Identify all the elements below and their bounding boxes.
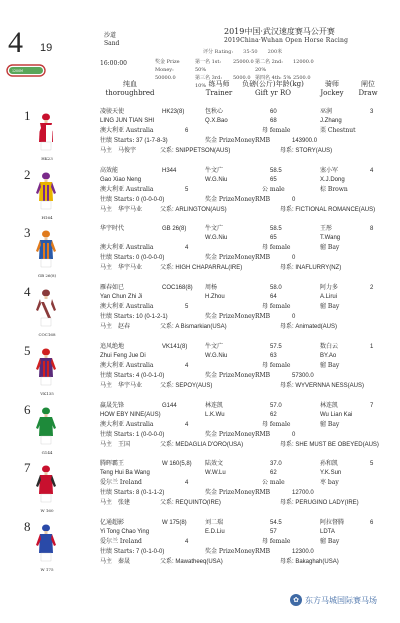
jockey-name-en: T.Wang [320,235,341,241]
prize-value: 0 [292,432,296,438]
jockey-silks-icon [35,347,57,387]
owner-label: 马主 [100,147,113,154]
jockey-name-en: Y.K.Sun [320,470,342,476]
horse-color: 骝 Bay [320,303,340,310]
jockey-name-cn: 林连凯 [320,402,339,409]
carried-weight: 60 [270,109,277,115]
watermark [290,594,377,606]
owner-value: 马俊宇 [118,147,137,154]
prize-cell: 第二名 2nd: 20% [255,59,283,73]
trainer-name-cn: 周杨 [205,284,218,291]
horse-sex: 公 male [262,186,285,193]
trainer-name-cn: 牛文广 [205,225,224,232]
dam-line: 母系: STORY(AUS) [280,148,333,154]
horse-age: 4 [185,245,189,251]
horse-name-en: Yan Chun Zhi Ji [100,294,143,300]
starts-label: 往绩 Starts: [100,196,135,203]
col-breed: 纯血 thoroughbred [105,80,155,97]
silk-code: G144 [41,450,53,455]
silk-code: VK135 [40,391,54,396]
owner-label: 马主 [100,441,113,448]
starts-label: 往绩 Starts: [100,137,135,144]
horse-color: 枣 bay [320,479,339,486]
dam-line: 母系: Animated(AUS) [280,324,338,330]
owner-value: 华宇马业 [118,382,143,389]
horse-name-cn: 华宇时代 [100,225,125,232]
draw-number: 4 [370,168,374,174]
trainer-name-cn: 刘二瑞 [205,519,224,526]
horse-name-cn: 亿通超影 [100,519,125,526]
starts-label: 往绩 Starts: [100,548,135,555]
weight-rating: 62 [270,412,277,418]
carried-weight: 37.0 [270,461,282,467]
owner-value: 秦晟 [118,558,131,565]
horse-sex: 母 female [262,303,291,310]
horse-name-cn: 凌骏天使 [100,108,125,115]
starts-value: 37 (1-7-8-3) [136,138,168,144]
jockey-name-cn: 塞小军 [320,167,339,174]
entry-number: 4 [24,284,31,299]
horse-origin: 澳大利亚 Australia [100,127,154,134]
horse-sex: 母 female [262,127,291,134]
sire-line: 父系: SNIPPETSON(AUS) [160,148,231,154]
silk-code: HK23 [41,156,53,161]
horse-origin: 澳大利亚 Australia [100,362,154,369]
draw-number: 3 [370,109,374,115]
sire-line: 父系: MEDAGLIA D'ORO(USA) [160,442,244,448]
owner-label: 马主 [100,499,113,506]
dam-line: 母系: INAFLURRY(NZ) [280,265,342,271]
horse-sex: 母 female [262,244,291,251]
prize-label: 奖金 PrizeMoneyRMB [205,313,271,320]
jockey-silks-icon [35,464,57,504]
track-label: 1200M [12,69,23,74]
jockey-silks-icon [35,523,57,563]
prize-label: 奖金 PrizeMoneyRMB [205,489,271,496]
jockey-name-en: Wu Lian Kai [320,412,353,418]
draw-number: 7 [370,403,374,409]
silk-code: W 175 [40,567,54,572]
dam-line: 母系: WYVERNNA NESS(AUS) [280,383,365,389]
race-sub-number: 19 [40,42,53,54]
watermark-text: 东方马城国际赛马场 [305,595,377,605]
horse-origin: 澳大利亚 Australia [100,421,154,428]
starts-value: 0 (0-0-0-0) [136,255,165,261]
prize-label: 奖金 PrizeMoneyRMB [205,254,271,261]
starts-value: 1 (0-0-0-0) [136,432,165,438]
prize-label: 奖金 PrizeMoneyRMB [205,137,271,144]
horse-color: 骝 Bay [320,244,340,251]
weight-rating: 65 [270,177,277,183]
jockey-name-cn: 巫润 [320,108,333,115]
entry-number: 1 [24,108,31,123]
race-time: 16:00:00 [100,60,127,67]
jockey-silks-icon [35,288,57,328]
entry-row [0,402,400,464]
horse-rating: COC168(8) [162,285,193,291]
starts-value: 0 (0-0-0-0) [136,197,165,203]
prize-value: 12300.0 [292,549,314,555]
jockey-silks-icon [35,229,57,269]
meet-title-en: 2019China·Wuhan Open Horse Racing [224,37,349,44]
horse-sex: 母 female [262,362,291,369]
horse-rating: W 175(8) [162,520,187,526]
horse-age: 6 [185,128,189,134]
prize-cell: 奖金 Prize Money: [155,59,180,73]
sire-line: 父系: A Bismarkian(USA) [160,324,227,330]
rating-band: 评分 Rating: 35-50 200米 [203,49,283,55]
trainer-name-en: Q.X.Bao [205,118,228,124]
prize-cell: 2500.0 [293,75,311,81]
draw-number: 8 [370,226,374,232]
weight-rating: 62 [270,470,277,476]
starts-label: 往绩 Starts: [100,254,135,261]
entry-row [0,108,400,170]
entry-number: 2 [24,167,31,182]
horse-name-en: Gao Xiao Neng [100,177,142,183]
starts-value: 4 (0-0-1-0) [136,373,165,379]
starts-value: 8 (0-1-1-2) [136,490,165,496]
horse-name-cn: 雁春如已 [100,284,125,291]
entry-number: 8 [24,519,31,534]
horse-color: 骝 Bay [320,421,340,428]
horse-name-en: Zhui Feng Jue Di [100,353,146,359]
entry-number: 5 [24,343,31,358]
entry-row [0,343,400,405]
weight-rating: 68 [270,118,277,124]
prize-label: 奖金 PrizeMoneyRMB [205,372,271,379]
owner-value: 华宇马业 [118,264,143,271]
sire-line: 父系: REQUINTO(IRE) [160,500,221,506]
jockey-silks-icon [35,171,57,211]
horse-age: 5 [185,187,189,193]
horse-origin: 澳大利亚 Australia [100,303,154,310]
dam-line: 母系: Bakaghah(USA) [280,559,339,565]
carried-weight: 58.0 [270,285,282,291]
prize-value: 0 [292,314,296,320]
trainer-name-en: L.K.Wu [205,412,225,418]
surface-cn: 沙道 [104,32,117,39]
horse-color: 骝 Bay [320,538,340,545]
starts-value: 10 (0-1-2-1) [136,314,168,320]
meet-title: 2019中国·武汉速度赛马公开赛 [224,27,335,36]
jockey-name-en: J.Zhang [320,118,342,124]
owner-label: 马主 [100,382,113,389]
owner-value: 华宇马业 [118,206,143,213]
jockey-silks-icon [35,406,57,446]
sire-line: 父系: ARLINGTON(AUS) [160,207,227,213]
trainer-name-en: W.G.Niu [205,353,228,359]
sire-line: 父系: Mawatheeq(USA) [160,559,223,565]
prize-cell: 第一名 1st: 50% [195,59,222,73]
prize-value: 0 [292,197,296,203]
prize-cell: 12000.0 [293,59,314,65]
jockey-silks-icon [35,112,57,152]
trainer-name-cn: 牛文广 [205,343,224,350]
starts-value: 7 (0-1-0-0) [136,549,165,555]
horse-name-cn: 腾晖霸王 [100,460,125,467]
dam-line: 母系: FICTIONAL ROMANCE(AUS) [280,207,376,213]
horse-sex: 公 male [262,479,285,486]
entry-row [0,284,400,346]
prize-cell: 50000.0 [155,75,176,81]
jockey-name-en: BY.Ao [320,353,337,359]
prize-value: 143900.0 [292,138,318,144]
entry-row [0,225,400,287]
carried-weight: 58.5 [270,226,282,232]
dam-line: 母系: SHE MUST BE OBEYED(AUS) [280,442,379,448]
prize-cell: 5000.0 [233,75,251,81]
prize-cell: 第三名 3rd: 10% [195,75,223,89]
trainer-name-cn: 包秋心 [205,108,224,115]
watermark-logo-icon: ✿ [290,594,302,606]
horse-color: 栗 Chestnut [320,127,356,134]
silk-code: COC168 [38,332,56,337]
weight-rating: 64 [270,294,277,300]
horse-rating: HK23(8) [162,109,185,115]
silk-code: W 160 [40,508,54,513]
weight-rating: 63 [270,353,277,359]
owner-value: 赵春 [118,323,131,330]
draw-number: 1 [370,344,374,350]
horse-age: 4 [185,480,189,486]
owner-label: 马主 [100,558,113,565]
horse-age: 5 [185,304,189,310]
sire-line: 父系: HIGH CHAPARRAL(IRE) [160,265,243,271]
race-header [0,0,400,98]
carried-weight: 54.5 [270,520,282,526]
sire-line: 父系: SEPOY(AUS) [160,383,213,389]
horse-rating: VK141(8) [162,344,188,350]
horse-sex: 母 female [262,421,291,428]
carried-weight: 58.5 [270,168,282,174]
starts-label: 往绩 Starts: [100,372,135,379]
horse-name-en: Yi Tong Chao Ying [100,529,150,535]
horse-color: 棕 Brown [320,186,348,193]
draw-number: 6 [370,520,374,526]
jockey-name-en: LDTA [320,529,335,535]
horse-rating: W 160(5,8) [162,461,192,467]
horse-age: 4 [185,539,189,545]
entry-row [0,167,400,229]
jockey-name-en: A.Lirui [320,294,338,300]
owner-label: 马主 [100,264,113,271]
dam-line: 母系: PERUGINO LADY(IRE) [280,500,359,506]
carried-weight: 57.5 [270,344,282,350]
horse-origin: 爱尔兰 Ireland [100,479,142,486]
owner-label: 马主 [100,323,113,330]
horse-name-en: LING JUN TIAN SHI [100,118,155,124]
jockey-name-en: X.J.Dong [320,177,345,183]
trainer-name-en: W.W.Lu [205,470,226,476]
entry-row [0,519,400,581]
weight-rating: 57 [270,529,277,535]
trainer-name-cn: 牛文广 [205,167,224,174]
trainer-name-en: E.D.Liu [205,529,225,535]
track-map-icon [6,64,46,77]
owner-label: 马主 [100,206,113,213]
horse-color: 骝 Bay [320,362,340,369]
entry-number: 3 [24,225,31,240]
horse-name-cn: 高效能 [100,167,119,174]
entry-row [0,460,400,522]
horse-rating: G144 [162,403,177,409]
starts-label: 往绩 Starts: [100,431,135,438]
horse-origin: 澳大利亚 Australia [100,244,154,251]
horse-rating: H344 [162,168,177,174]
prize-label: 奖金 PrizeMoneyRMB [205,196,271,203]
horse-name-cn: 追风绝地 [100,343,125,350]
prize-cell: 25000.0 [233,59,254,65]
prize-value: 12700.0 [292,490,314,496]
jockey-name-cn: 孙和凯 [320,460,339,467]
weight-rating: 65 [270,235,277,241]
starts-label: 往绩 Starts: [100,313,135,320]
race-number: 4 [8,26,23,59]
col-jockey: 骑师 Jockey [320,80,344,97]
horse-rating: GB 26(8) [162,226,187,232]
trainer-name-en: W.G.Niu [205,235,228,241]
col-trainer: 练马师 Trainer [205,80,233,97]
prize-value: 57300.0 [292,373,314,379]
trainer-name-en: H.Zhou [205,294,225,300]
carried-weight: 57.0 [270,403,282,409]
starts-label: 往绩 Starts: [100,489,135,496]
silk-code: GB 26(8) [37,273,57,278]
prize-label: 奖金 PrizeMoneyRMB [205,548,271,555]
entry-number: 6 [24,402,31,417]
horse-age: 4 [185,363,189,369]
jockey-name-cn: 阿力多 [320,284,339,291]
owner-value: 王国 [118,441,131,448]
horse-sex: 母 female [262,538,291,545]
col-weight: 负磅(公斤)年龄(kg) Gift yr RO [242,80,304,97]
prize-value: 0 [292,255,296,261]
surface-en: Sand [104,40,120,47]
jockey-name-cn: 王彤 [320,225,333,232]
horse-origin: 澳大利亚 Australia [100,186,154,193]
trainer-name-en: W.G.Niu [205,177,228,183]
draw-number: 2 [370,285,374,291]
trainer-name-cn: 林连凯 [205,402,224,409]
col-draw: 闸位 Draw [358,80,378,97]
horse-age: 4 [185,422,189,428]
prize-label: 奖金 PrizeMoneyRMB [205,431,271,438]
jockey-name-cn: 阿拉督腾 [320,519,345,526]
owner-value: 张建 [118,499,131,506]
horse-name-en: Teng Hui Ba Wang [100,470,150,476]
silk-code: H164 [41,215,53,220]
draw-number: 5 [370,461,374,467]
horse-origin: 爱尔兰 Ireland [100,538,142,545]
jockey-name-cn: 数白云 [320,343,339,350]
prize-cell: 第四名 4th: 5% [255,75,292,81]
horse-name-cn: 赢晟先锋 [100,402,125,409]
entry-number: 7 [24,460,31,475]
trainer-name-cn: 陆效文 [205,460,224,467]
horse-name-en: HOW EBY NINE(AUS) [100,412,161,418]
